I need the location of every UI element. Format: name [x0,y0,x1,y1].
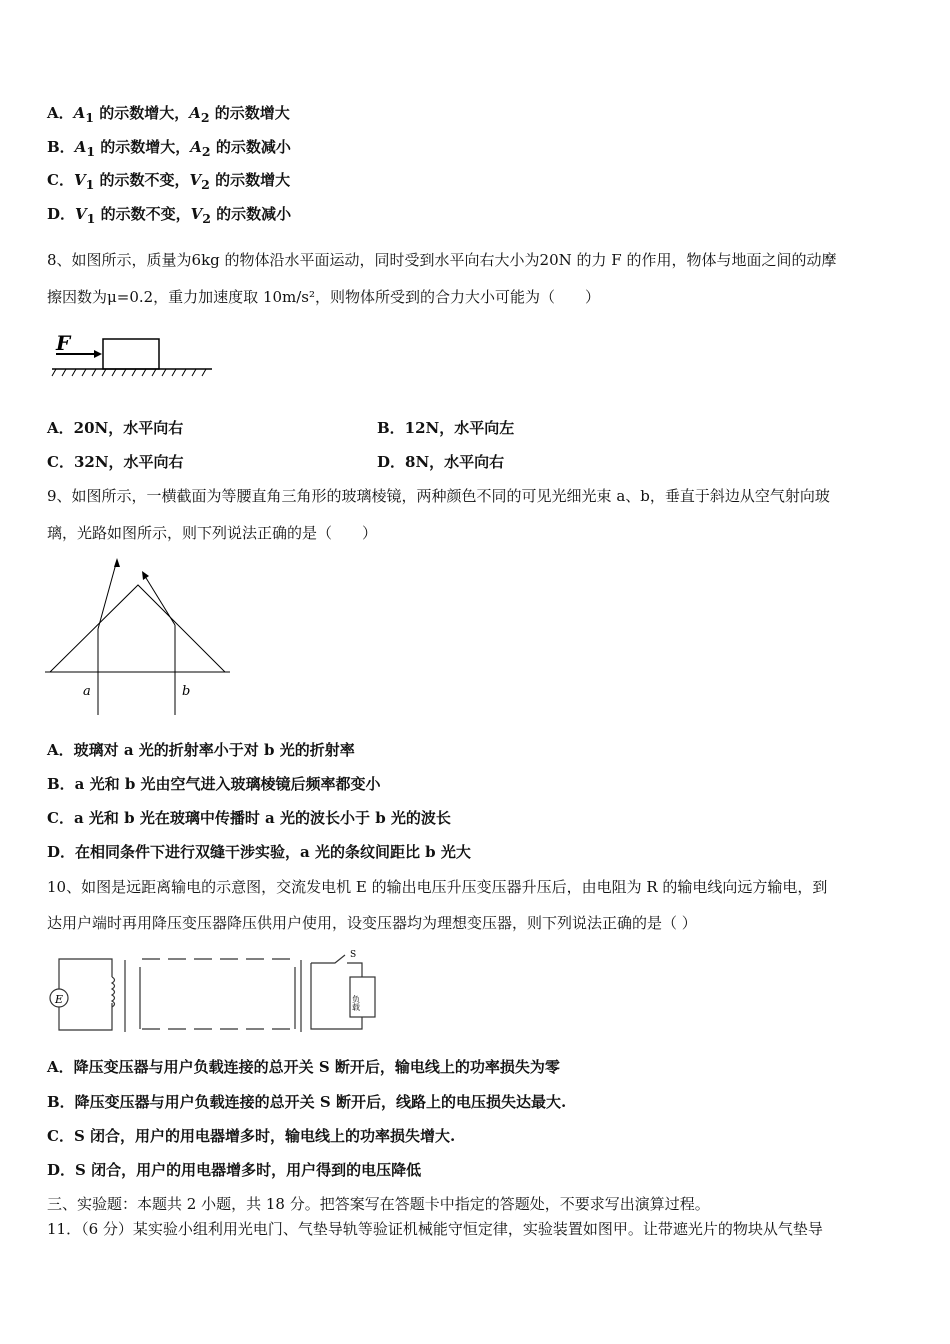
q10-stem-1: 10、如图是远距离输电的示意图，交流发电机 E 的输出电压升压变压器升压后，由电阻为 R 的输电线向远方输电，到 [47,878,828,896]
q8-option-d: D．8N，水平向右 [377,453,505,471]
q7-option-a: A．$A_1$ 的示数增大，$A_2$ 的示数增大 [47,104,290,125]
svg-text:S: S [350,950,357,960]
force-label: F [56,331,71,355]
q11-stem-1: 11．（6 分）某实验小组利用光电门、气垫导轨等验证机械能守恒定律，实验装置如图甲。让带遮光片的物块从气垫导 [47,1220,823,1238]
svg-text:负载: 负载 [351,995,361,1011]
q8-block-figure [48,330,218,382]
q8-option-a: A．20N，水平向右 [47,419,184,437]
svg-text:b: b [182,684,191,699]
q7-option-d: D．$V_1$ 的示数不变，$V_2$ 的示数减小 [47,205,292,226]
q10-option-c: C．S 闭合，用户的用电器增多时，输电线上的功率损失增大. [47,1127,456,1145]
q8-stem-2: 擦因数为μ=0.2，重力加速度取 10m/s²，则物体所受到的合力大小可能为（ ） [47,288,601,306]
q9-stem-1: 9、如图所示，一横截面为等腰直角三角形的玻璃棱镜，两种颜色不同的可见光细光束 a、b，垂直于斜边从空气射向玻 [47,487,830,505]
q9-option-d: D．在相同条件下进行双缝干涉实验，a 光的条纹间距比 b 光大 [47,843,471,861]
q8-option-c: C．32N，水平向右 [47,453,184,471]
q7-option-c: C．$V_1$ 的示数不变，$V_2$ 的示数增大 [47,171,291,192]
q9-option-c: C．a 光和 b 光在玻璃中传播时 a 光的波长小于 b 光的波长 [47,809,451,827]
section-3-heading: 三、实验题：本题共 2 小题，共 18 分。把答案写在答题卡中指定的答题处，不要求写出演算过程。 [47,1195,710,1213]
q10-stem-2: 达用户端时再用降压变压器降压供用户使用，设变压器均为理想变压器，则下列说法正确的是（ ） [47,914,697,932]
q7-option-b: B．$A_1$ 的示数增大，$A_2$ 的示数减小 [47,138,291,159]
q8-option-b: B．12N，水平向左 [377,419,515,437]
q9-prism-figure [45,555,230,725]
q9-option-b: B．a 光和 b 光由空气进入玻璃棱镜后频率都变小 [47,775,381,793]
q9-option-a: A．玻璃对 a 光的折射率小于对 b 光的折射率 [47,741,355,759]
q10-option-a: A．降压变压器与用户负载连接的总开关 S 断开后，输电线上的功率损失为零 [47,1058,560,1076]
q9-stem-2: 璃，光路如图所示，则下列说法正确的是（ ） [47,524,378,542]
q10-option-d: D．S 闭合，用户的用电器增多时，用户得到的电压降低 [47,1161,422,1179]
q10-circuit-figure [45,945,385,1037]
q10-option-b: B．降压变压器与用户负载连接的总开关 S 断开后，线路上的电压损失达最大. [47,1093,567,1111]
q8-stem-1: 8、如图所示，质量为6kg 的物体沿水平面运动，同时受到水平向右大小为20N 的力 F 的作用，物体与地面之间的动摩 [47,251,837,269]
svg-text:E: E [55,993,64,1006]
svg-text:a: a [83,684,91,699]
